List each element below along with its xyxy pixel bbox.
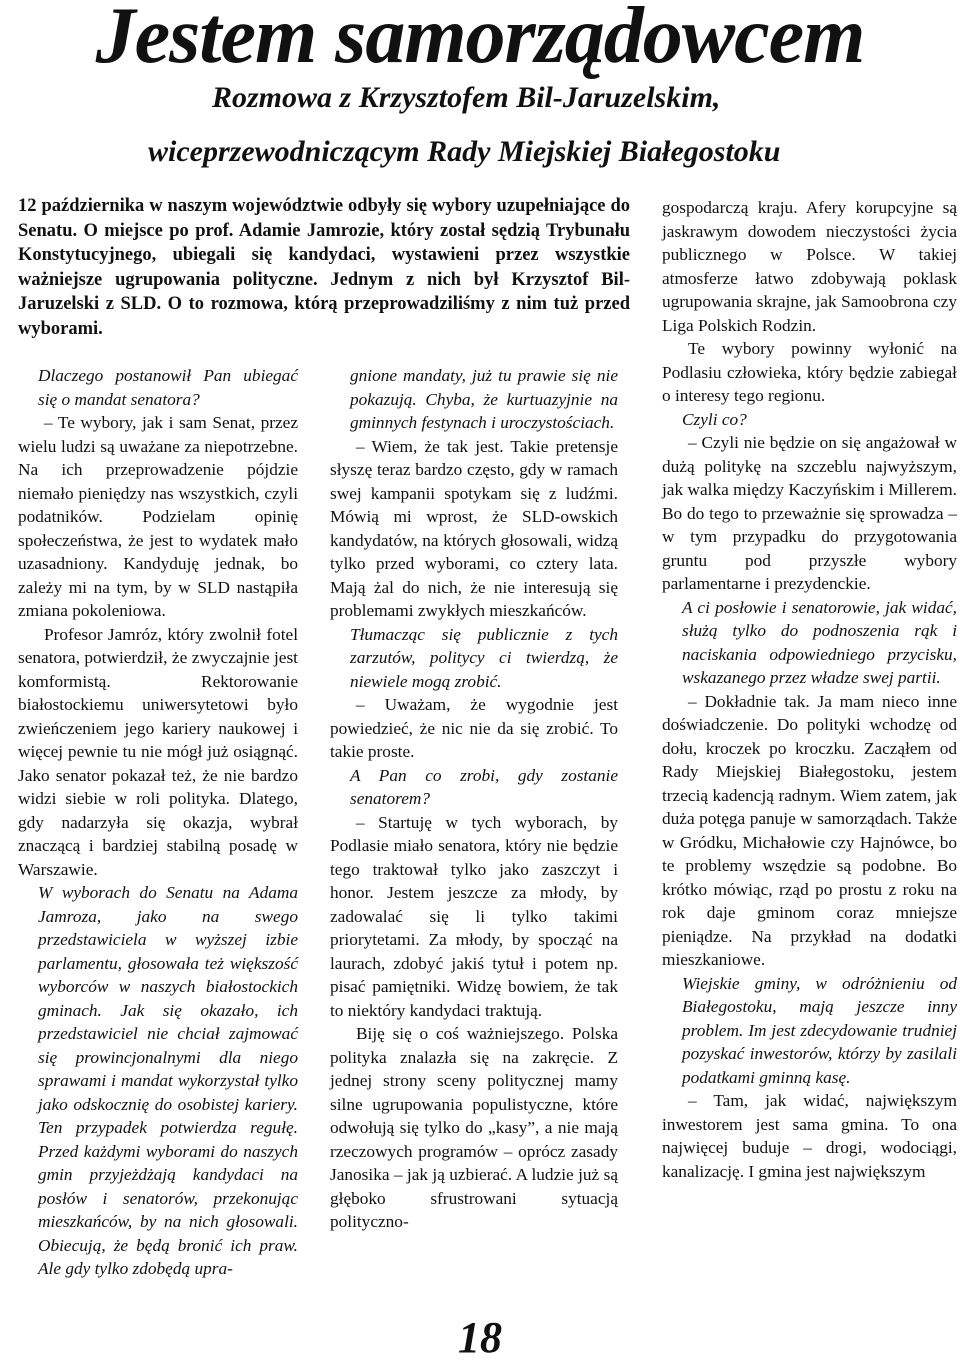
interview-question: gnione mandaty, już tu prawie się nie pokazują. Chyba, że kurtuazyjnie na gminnych festynach i uroczystościach. xyxy=(350,366,618,432)
interview-answer: – Wiem, że tak jest. Takie pretensje słyszę teraz bardzo często, gdy w ramach swej kampanii spotykam się z ludźmi. Mówią mi wprost, że SLD-owskich kandydatów, na których głosowali, widzą tylko przed wyborami, co cztery lata. Mają żal do nich, że nie interesują się problemami zwykłych mieszkańców. xyxy=(330,436,618,620)
interview-answer: gospodarczą kraju. Afery korupcyjne są jaskrawym dowodem nieczystości życia publicznego w Polsce. W takiej atmosferze łatwo zdobywają poklask ugrupowania skrajne, jak Samoobrona czy Liga Polskich Rodzin. xyxy=(662,198,957,335)
interview-question: A Pan co zrobi, gdy zostanie senatorem? xyxy=(350,765,618,808)
interview-answer: – Czyli nie będzie on się angażował w dużą politykę na szczeblu najwyższym, jak walka między Kaczyńskim i Millerem. Bo do tego to przeważnie się sprowadza – w tym przypadku do przygotowania gruntu pod przyszłe wybory parlamentarne i prezydenckie. xyxy=(662,433,957,593)
interview-answer: Biję się o coś ważniejszego. Polska polityka znalazła się na zakręcie. Z jednej strony sceny politycznej mamy silne ugrupowania populistyczne, które odwołują się tylko do „kasy”, a nie mają rzeczowych programów – oprócz zasady Janosika – jak ją uzbierać. A ludzie już są głęboko sfrustrowani sytuacją polityczno- xyxy=(330,1024,618,1231)
text-column-1 xyxy=(18,364,298,1281)
interview-answer: – Te wybory, jak i sam Senat, przez wielu ludzi są uważane za niepotrzebne. Na ich przeprowadzenie pójdzie niemało pieniędzy nas wszystkich, czyli podatników. Podzielam opinię społeczeństwa, że jest to wydatek mało uzasadniony. Kandyduję jednak, bo zależy mi na tym, by w SLD nastąpiła zmiana pokoleniowa. xyxy=(18,413,298,620)
interview-answer: – Tam, jak widać, największym inwestorem jest sama gmina. To ona najwięcej buduje – drogi, wodociągi, kanalizację. I gmina jest największym xyxy=(662,1091,957,1181)
interview-answer: Profesor Jamróz, który zwolnił fotel senatora, potwierdził, że zwyczajnie jest komformistą. Rektorowanie białostockiemu uniwersytetowi było zwieńczeniem jego kariery naukowej i więcej pewnie tu nie mógł już osiągnąć. Jako senator pokazał też, że nie bardzo widzi siebie w roli polityka. Dlatego, gdy nadarzyła się okazja, wybrał znaczącą i bardziej stabilną posadę w Warszawie. xyxy=(18,624,298,879)
interview-answer: Te wybory powinny wyłonić na Podlasiu człowieka, który będzie zabiegał o interesy tego regionu. xyxy=(662,339,957,405)
article-subtitle-line2: wiceprzewodniczącym Rady Miejskiej Białegostoku xyxy=(148,135,781,168)
text-column-2 xyxy=(330,364,618,1234)
interview-question: Dlaczego postanowił Pan ubiegać się o mandat senatora? xyxy=(38,366,298,409)
article-lead: 12 października w naszym województwie odbyły się wybory uzupełniające do Senatu. O miejsce po prof. Adamie Jamrozie, który został sędzią Trybunału Konstytucyjnego, ubiegali się kandydaci, wystawieni przez wszystkie ważniejsze ugrupowania polityczne. Jednym z nich był Krzysztof Bil-Jaruzelski z SLD. O to rozmowa, którą przeprowadziliśmy z nim tuż przed wyborami. xyxy=(18,196,630,339)
text-column-3 xyxy=(662,196,957,1183)
article-subtitle-line1: Rozmowa z Krzysztofem Bil-Jaruzelskim, xyxy=(212,81,721,114)
interview-question: Tłumacząc się publicznie z tych zarzutów, politycy ci twierdzą, że niewiele mogą zrobić. xyxy=(350,624,618,691)
interview-answer: – Dokładnie tak. Ja mam nieco inne doświadczenie. Do polityki wchodzę od dołu, kroczek po kroczku. Zacząłem od Rady Miejskiej Białegostoku, jestem trzecią kadencją radnym. Wiem zatem, jak duża potęga panuje w samorządach. Także w Gródku, Michałowie czy Hajnówce, bo te problemy wszędzie są podobne. Bo krótko mówiąc, rząd po prostu z roku na rok daje gminom coraz mniejsze pieniądze. Na przykład na dodatki mieszkaniowe. xyxy=(662,691,957,969)
interview-answer: – Uważam, że wygodnie jest powiedzieć, że nic nie da się zrobić. To takie proste. xyxy=(330,695,618,761)
interview-question: Wiejskie gminy, w odróżnieniu od Białegostoku, mają jeszcze inny problem. Im jest zdecydowanie trudniej pozyskać inwestorów, którzy by zasilali podatkami gminną kasę. xyxy=(682,973,957,1087)
interview-question: Czyli co? xyxy=(682,409,747,429)
interview-answer: – Startuję w tych wyborach, by Podlasie miało senatora, który nie będzie tego traktował tylko jako zaszczyt i honor. Jestem jeszcze za młody, by zadowalać się li tylko takimi priorytetami. Za młody, by spocząć na laurach, zdobyć jakiś tytuł i potem np. pisać pamiętniki. Widzę bowiem, że tak to niektóry kandydaci traktują. xyxy=(330,812,618,1020)
article-title: Jestem samorządowcem xyxy=(95,0,865,80)
page-number: 18 xyxy=(458,1313,502,1362)
interview-question: W wyborach do Senatu na Adama Jamroza, jako na swego przedstawiciela w wyższej izbie parlamentu, głosowała też większość wyborców w naszych białostockich gminach. Jak się okazało, ich przedstawiciel nie chciał zajmować się prowincjonalnymi dla niego sprawami i mandat wykorzystał tylko jako odskocznię do osobistej kariery. Ten przypadek potwierdza regułę. Przed każdymi wyborami do naszych gmin przyjeżdżają kandydaci na posłów i senatorów, przekonując mieszkańców, by na nich głosowali. Obiecują, że będą bronić ich praw. Ale gdy tylko zdobędą upra- xyxy=(38,883,298,1278)
interview-question: A ci posłowie i senatorowie, jak widać, służą tylko do podnoszenia rąk i naciskania odpowiedniego przycisku, wskazanego przez władze swej partii. xyxy=(682,597,957,687)
